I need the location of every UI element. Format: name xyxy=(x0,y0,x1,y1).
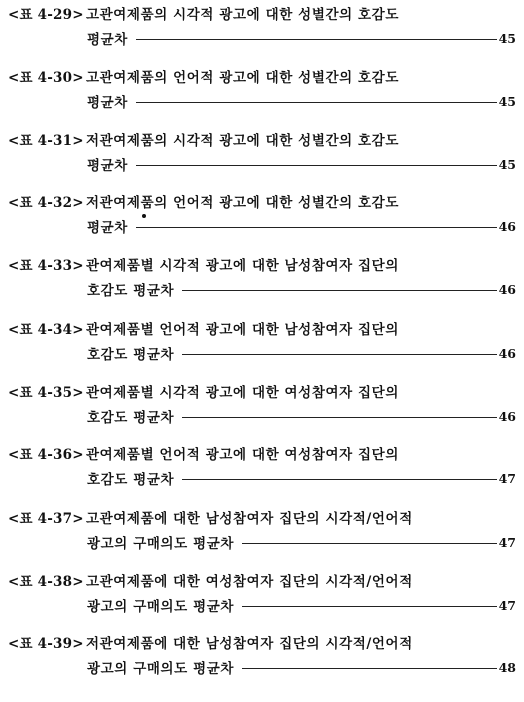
leader-line xyxy=(136,102,497,103)
table-number-label: <표 4-30> xyxy=(8,70,84,86)
leader-line xyxy=(182,290,496,291)
page-number: 47 xyxy=(498,470,516,486)
toc-entry-4-31 xyxy=(0,130,524,180)
entry-title-line2: 호감도 평균차 xyxy=(87,410,175,426)
page-number: 46 xyxy=(498,218,516,234)
toc-entry-4-36 xyxy=(0,444,524,494)
entry-title-line1: 저관여제품의 시각적 광고에 대한 성별간의 호감도 xyxy=(86,133,399,149)
page-number: 46 xyxy=(498,408,516,424)
page-number: 45 xyxy=(498,30,516,46)
toc-entry-4-34 xyxy=(0,319,524,369)
toc-entry-4-30 xyxy=(0,67,524,117)
toc-entry-4-32 xyxy=(0,192,524,242)
table-number-label: <표 4-32> xyxy=(8,195,84,211)
entry-title-line1: 관여제품별 시각적 광고에 대한 여성참여자 집단의 xyxy=(86,385,399,401)
entry-title-line1: 관여제품별 시각적 광고에 대한 남성참여자 집단의 xyxy=(86,258,399,274)
entry-title-line1: 고관여제품에 대한 여성참여자 집단의 시각적/언어적 xyxy=(86,574,413,590)
toc-entry-4-35 xyxy=(0,382,524,432)
entry-title-line1: 고관여제품에 대한 남성참여자 집단의 시각적/언어적 xyxy=(86,511,413,527)
table-number-label: <표 4-39> xyxy=(8,636,84,652)
toc-entry-4-29 xyxy=(0,4,524,54)
page-number: 47 xyxy=(498,534,516,550)
toc-entry-4-37 xyxy=(0,508,524,558)
page-number: 45 xyxy=(498,93,516,109)
leader-line xyxy=(182,354,496,355)
entry-title-line1: 관여제품별 언어적 광고에 대한 남성참여자 집단의 xyxy=(86,322,399,338)
toc-entry-4-33 xyxy=(0,255,524,305)
entry-title-line2: 광고의 구매의도 평균차 xyxy=(87,536,235,552)
table-number-label: <표 4-38> xyxy=(8,574,84,590)
entry-title-line2: 호감도 평균차 xyxy=(87,347,175,363)
entry-title-line2: 호감도 평균차 xyxy=(87,472,175,488)
entry-title-line1: 관여제품별 언어적 광고에 대한 여성참여자 집단의 xyxy=(86,447,399,463)
entry-title-line2: 광고의 구매의도 평균차 xyxy=(87,599,235,615)
leader-line xyxy=(136,227,497,228)
table-number-label: <표 4-35> xyxy=(8,385,84,401)
ink-dot-mark xyxy=(142,214,146,218)
table-number-label: <표 4-33> xyxy=(8,258,84,274)
entry-title-line1: 고관여제품의 언어적 광고에 대한 성별간의 호감도 xyxy=(86,70,399,86)
entry-title-line2: 평균차 xyxy=(87,158,128,174)
entry-title-line2: 광고의 구매의도 평균차 xyxy=(87,661,235,677)
leader-line xyxy=(242,543,497,544)
page-number: 45 xyxy=(498,156,516,172)
entry-title-line2: 호감도 평균차 xyxy=(87,283,175,299)
entry-title-line1: 고관여제품의 시각적 광고에 대한 성별간의 호감도 xyxy=(86,7,399,23)
entry-title-line2: 평균차 xyxy=(87,95,128,111)
page-number: 46 xyxy=(498,281,516,297)
toc-entry-4-38 xyxy=(0,571,524,621)
leader-line xyxy=(136,39,497,40)
table-number-label: <표 4-34> xyxy=(8,322,84,338)
leader-line xyxy=(182,479,496,480)
entry-title-line2: 평균차 xyxy=(87,32,128,48)
table-number-label: <표 4-29> xyxy=(8,7,84,23)
leader-line xyxy=(182,417,496,418)
page-number: 46 xyxy=(498,345,516,361)
entry-title-line1: 저관여제품에 대한 남성참여자 집단의 시각적/언어적 xyxy=(86,636,413,652)
page-number: 48 xyxy=(498,659,516,675)
table-number-label: <표 4-31> xyxy=(8,133,84,149)
entry-title-line2: 평균차 xyxy=(87,220,128,236)
table-number-label: <표 4-36> xyxy=(8,447,84,463)
table-number-label: <표 4-37> xyxy=(8,511,84,527)
entry-title-line1: 저관여제품의 언어적 광고에 대한 성별간의 호감도 xyxy=(86,195,399,211)
leader-line xyxy=(136,165,497,166)
leader-line xyxy=(242,668,497,669)
toc-entry-4-39 xyxy=(0,633,524,683)
leader-line xyxy=(242,606,497,607)
page-number: 47 xyxy=(498,597,516,613)
